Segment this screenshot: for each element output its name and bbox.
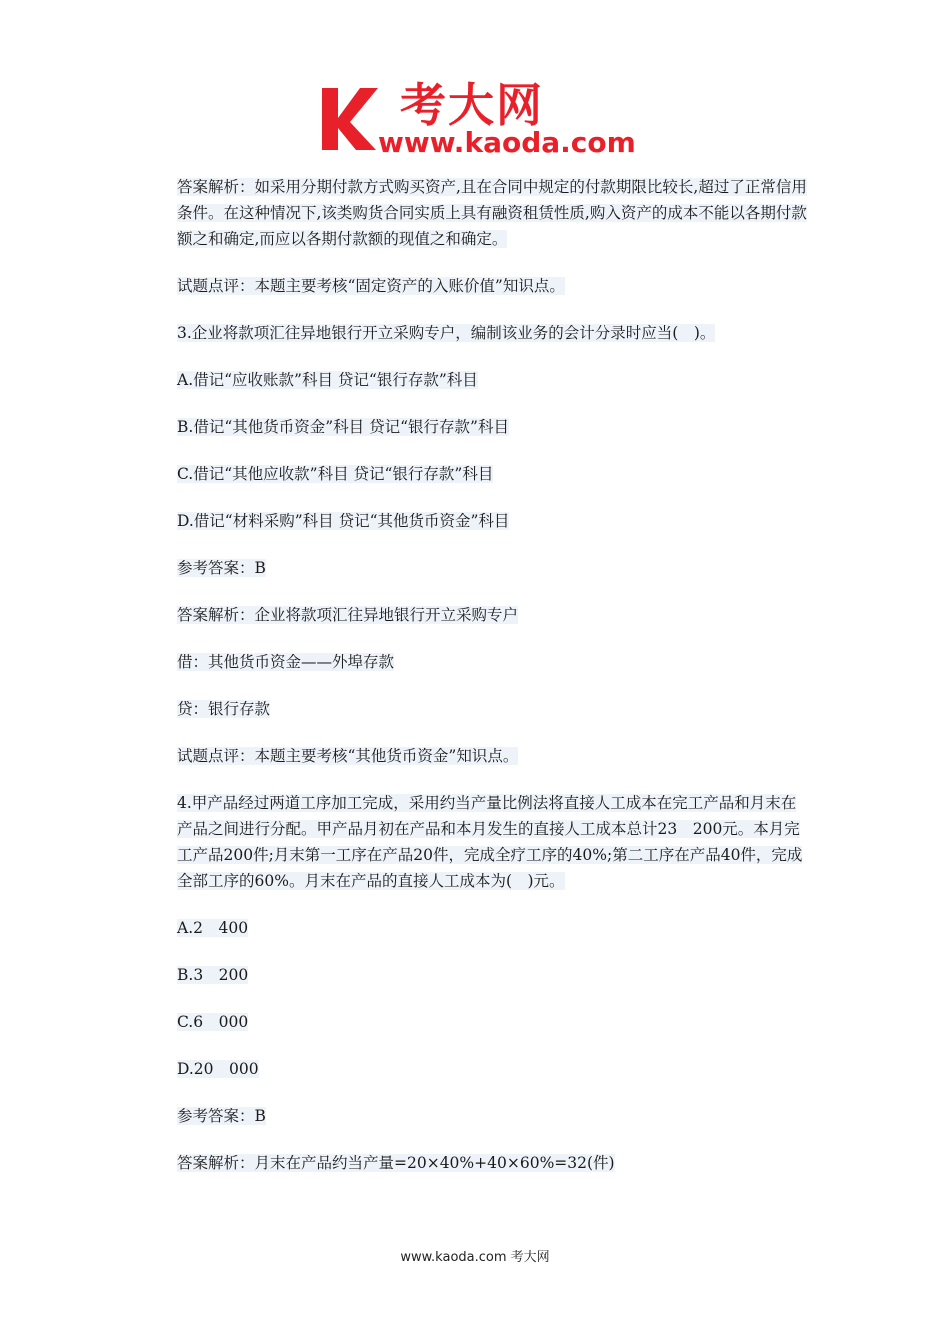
paragraph-text: C.借记“其他应收款”科目 贷记“银行存款”科目 (177, 465, 494, 483)
paragraph-text: A.2 400 (177, 919, 249, 937)
option-d (145, 508, 810, 534)
option-a (145, 915, 810, 941)
option-d (145, 1056, 810, 1082)
document-body (145, 174, 810, 1176)
paragraph (145, 273, 810, 299)
page-footer: www.kaoda.com 考大网 (400, 1250, 550, 1265)
kaoda-logo (320, 78, 640, 158)
journal-credit (145, 696, 810, 722)
paragraph-text: 试题点评：本题主要考核“固定资产的入账价值”知识点。 (177, 277, 565, 295)
logo-brand-text: 考大网 (400, 78, 544, 132)
paragraph-text: 参考答案：B (177, 559, 266, 577)
paragraph-text: 答案解析：月末在产品约当产量=20×40%+40×60%=32(件) (177, 1154, 615, 1172)
paragraph-text: 借：其他货币资金——外埠存款 (177, 653, 395, 671)
paragraph-text: 3.企业将款项汇往异地银行开立采购专户，编制该业务的会计分录时应当( )。 (177, 324, 716, 342)
option-a (145, 367, 810, 393)
paragraph-text: D.20 000 (177, 1060, 259, 1078)
reference-answer (145, 555, 810, 581)
paragraph-text: 贷：银行存款 (177, 700, 271, 718)
paragraph-text: B.3 200 (177, 966, 249, 984)
paragraph (145, 174, 810, 252)
paragraph-text: 试题点评：本题主要考核“其他货币资金”知识点。 (177, 747, 519, 765)
paragraph-text: 答案解析：企业将款项汇往异地银行开立采购专户 (177, 606, 519, 624)
option-c (145, 461, 810, 487)
question-3 (145, 320, 810, 346)
paragraph-text: 4.甲产品经过两道工序加工完成，采用约当产量比例法将直接人工成本在完工产品和月末在产品之间进行分配。甲产品月初在产品和本月发生的直接人工成本总计23 200元。本月完工产品200件;月末第一工序在产品20件，完成全疗工序的40%;第二工序在产品40件，完成全部工序的60%。月末在产品的直接人工成本为( )元。 (177, 794, 803, 890)
paragraph-text: C.6 000 (177, 1013, 249, 1031)
option-c (145, 1009, 810, 1035)
kaoda-k-logo-icon (320, 82, 380, 152)
logo-url-text: www.kaoda.com (378, 126, 636, 159)
question-4 (145, 790, 810, 894)
option-b (145, 414, 810, 440)
paragraph-text: 参考答案：B (177, 1107, 266, 1125)
question-comment (145, 743, 810, 769)
option-b (145, 962, 810, 988)
paragraph-text: A.借记“应收账款”科目 贷记“银行存款”科目 (177, 371, 478, 389)
reference-answer (145, 1103, 810, 1129)
answer-explanation (145, 602, 810, 628)
paragraph-text: B.借记“其他货币资金”科目 贷记“银行存款”科目 (177, 418, 509, 436)
journal-debit (145, 649, 810, 675)
answer-explanation (145, 1150, 810, 1176)
paragraph-text: 答案解析：如采用分期付款方式购买资产,且在合同中规定的付款期限比较长,超过了正常信用条件。在这种情况下,该类购货合同实质上具有融资租赁性质,购入资产的成本不能以各期付款额之和确定,而应以各期付款额的现值之和确定。 (177, 178, 807, 248)
paragraph-text: D.借记“材料采购”科目 贷记“其他货币资金”科目 (177, 512, 510, 530)
